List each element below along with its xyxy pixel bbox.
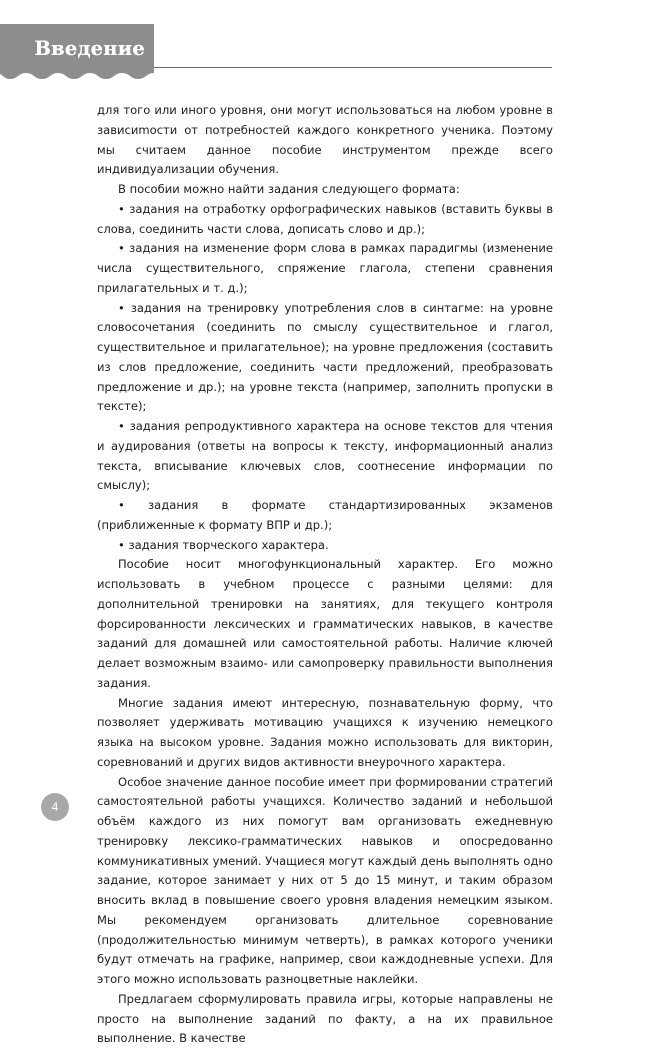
list-item-word-forms: • задания на изменение форм слова в рамках парадигмы (изменение числа существительного, спряжение глагола, степени сравнения прилагательных и т. д.); — [97, 241, 553, 295]
list-item-syntagm: • задания на тренировку употребления слов в синтагме: на уровне словосочетания (соединить по смыслу существительное и глагол, существительное и прилагательное); на уровне предложения (составить из слов предложение, соединить части предложений, преобразовать предложение и др.); на уровне текста (например, заполнить пропуски в тексте); — [97, 300, 553, 414]
page-header — [0, 24, 650, 80]
paragraph-self-study: Особое значение данное пособие имеет при формировании стратегий самостоятельной работы учащихся. Количество заданий и небольшой объём каждого из них помогут вам организовать ежедневную тренировку лексико-грамматических навыков и опосредованно коммуникативных умений. Учащиеся могут каждый день выполнять одно задание, которое занимает у них от 5 до 15 минут, и таким образом вносить вклад в повышение своего уровня владения немецким языком. Мы рекомендуем организовать длительное соревнование (продолжительностью минимум четверть), в рамках которого ученики будут отмечать на графике, например, свои каждодневные успехи. Для этого можно использовать разноцветные наклейки. — [97, 774, 553, 986]
header-divider — [154, 67, 552, 68]
paragraph-game-rules: Предлагаем сформулировать правила игры, которые направлены не просто на выполнение заданий по факту, а на их правильное выполнение. В качестве — [97, 991, 553, 1046]
header-wave-edge-icon — [0, 71, 154, 81]
paragraph-motivation: Многие задания имеют интересную, познавательную форму, что позволяет удерживать мотивацию учащихся к изучению немецкого языка на высоком уровне. Задания можно использовать для викторин, соревнований и других видов активности внеурочного характера. — [97, 695, 553, 769]
paragraph-continuation: для того или иного уровня, они могут использоваться на любом уровне в зависиmости от потребностей каждого конкретного ученика. Поэтому мы считаем данное пособие инструментом прежде всего индивидуализации обучения. — [97, 103, 553, 177]
body-text-column — [97, 101, 553, 1049]
page-title: Введение — [34, 36, 145, 60]
list-item-reproductive: • задания репродуктивного характера на основе текстов для чтения и аудирования (ответы на вопросы к тексту, информационный анализ текста, вписывание ключевых слов, соотнесение информации по смыслу); — [97, 419, 553, 493]
list-item-creative: • задания творческого характера. — [118, 537, 329, 552]
list-item-exam-format: • задания в формате стандартизированных экзаменов (приближенные к формату ВПР и др.); — [97, 498, 553, 532]
paragraph-multifunctional: Пособие носит многофункциональный характер. Его можно использовать в учебном процессе с разными целями: для дополнительной тренировки на занятиях, для текущего контроля форсированности лексических и грамматических навыков, в качестве заданий для домашней или самостоятельной работы. Наличие ключей делает возможным взаимо- или самопроверку правильности выполнения задания. — [97, 557, 553, 690]
list-item-orthography: • задания на отработку орфографических навыков (вставить буквы в слова, соединить части слова, дописать слово и др.); — [97, 201, 553, 236]
paragraph-intro-formats: В пособии можно найти задания следующего формата: — [118, 182, 460, 196]
page-number-badge: 4 — [41, 793, 69, 821]
